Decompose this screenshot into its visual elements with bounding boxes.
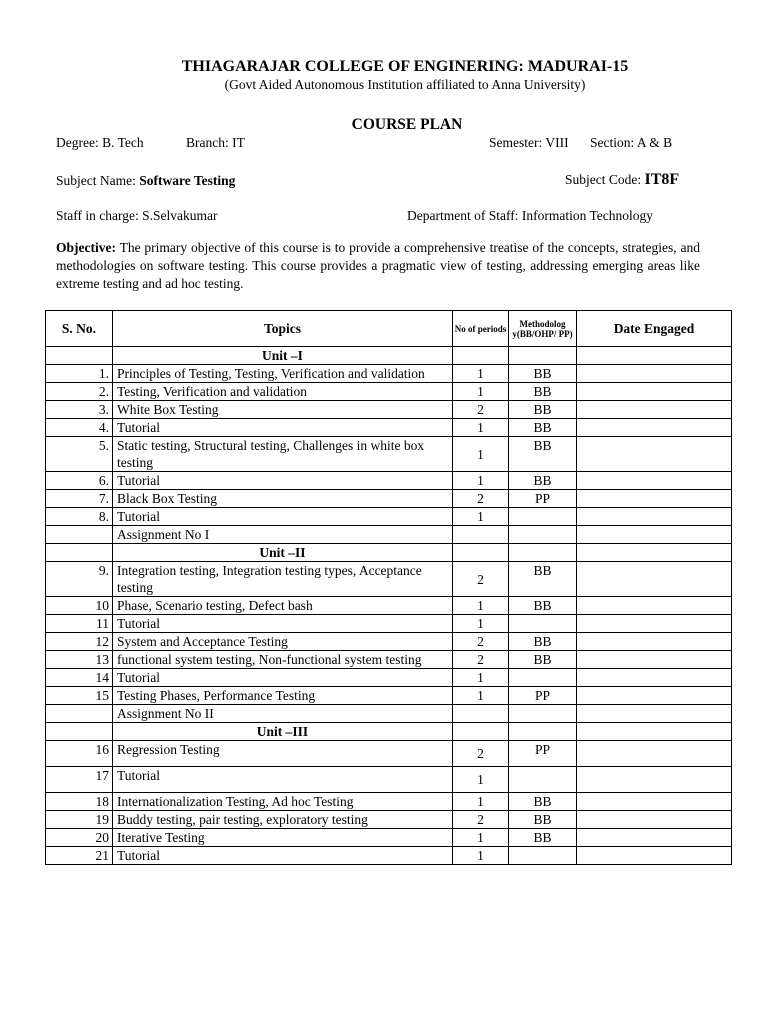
sno-cell: 6.	[46, 472, 113, 490]
unit-row	[46, 723, 732, 741]
table-row	[46, 383, 732, 401]
header-methodology: Methodolog y(BB/OHP/ PP)	[509, 311, 577, 347]
date-engaged-cell	[577, 705, 732, 723]
table-row	[46, 562, 732, 597]
sno-cell: 16	[46, 741, 113, 767]
sno-cell: 4.	[46, 419, 113, 437]
sno-cell: 15	[46, 687, 113, 705]
periods-cell: 2	[453, 490, 509, 508]
methodology-cell	[509, 615, 577, 633]
periods-cell: 1	[453, 829, 509, 847]
header-periods: No of periods	[453, 311, 509, 347]
table-row	[46, 490, 732, 508]
table-row	[46, 705, 732, 723]
table-row	[46, 526, 732, 544]
date-engaged-cell	[577, 811, 732, 829]
periods-cell	[453, 705, 509, 723]
date-engaged-cell	[577, 687, 732, 705]
document-title: COURSE PLAN	[351, 116, 463, 133]
topic-cell: Iterative Testing	[113, 829, 453, 847]
topic-cell: Testing Phases, Performance Testing	[113, 687, 453, 705]
topic-cell: Static testing, Structural testing, Challenges in white box testing	[113, 437, 453, 472]
sno-cell: 13	[46, 651, 113, 669]
methodology-cell: PP	[509, 687, 577, 705]
unit-label: Unit –III	[113, 723, 453, 741]
table-row	[46, 847, 732, 865]
methodology-cell: BB	[509, 811, 577, 829]
sno-cell: 18	[46, 793, 113, 811]
topic-cell: Tutorial	[113, 508, 453, 526]
semester-text: Semester: VIII	[489, 135, 569, 150]
sno-cell: 14	[46, 669, 113, 687]
periods-cell: 1	[453, 793, 509, 811]
date-engaged-cell	[577, 633, 732, 651]
branch-text: Branch: IT	[186, 135, 245, 150]
table-row	[46, 651, 732, 669]
methodology-cell: BB	[509, 829, 577, 847]
sno-cell: 8.	[46, 508, 113, 526]
sno-cell	[46, 705, 113, 723]
topic-cell: Tutorial	[113, 847, 453, 865]
topic-cell: Regression Testing	[113, 741, 453, 767]
subject-name-row	[56, 173, 235, 189]
date-engaged-cell	[577, 562, 732, 597]
objective-label: Objective:	[56, 240, 116, 255]
sno-cell: 7.	[46, 490, 113, 508]
sno-cell: 17	[46, 767, 113, 793]
table-row	[46, 401, 732, 419]
periods-cell: 2	[453, 401, 509, 419]
subject-code-label: Subject Code:	[565, 172, 642, 187]
methodology-cell	[509, 705, 577, 723]
topic-cell: Assignment No I	[113, 526, 453, 544]
periods-cell: 2	[453, 562, 509, 597]
sno-cell: 5.	[46, 437, 113, 472]
unit-label: Unit –II	[113, 544, 453, 562]
sno-cell: 1.	[46, 365, 113, 383]
periods-cell: 1	[453, 419, 509, 437]
table-header-row	[46, 311, 732, 347]
date-engaged-cell	[577, 829, 732, 847]
sno-cell: 19	[46, 811, 113, 829]
unit-date-cell	[577, 347, 732, 365]
table-row	[46, 597, 732, 615]
periods-cell	[453, 526, 509, 544]
unit-sno-cell	[46, 723, 113, 741]
subject-code-row	[565, 171, 679, 189]
sno-cell: 9.	[46, 562, 113, 597]
date-engaged-cell	[577, 526, 732, 544]
degree-text: Degree: B. Tech	[56, 135, 144, 150]
table-body	[46, 347, 732, 865]
table-row	[46, 508, 732, 526]
unit-row	[46, 544, 732, 562]
methodology-cell	[509, 847, 577, 865]
methodology-cell: PP	[509, 741, 577, 767]
methodology-cell	[509, 669, 577, 687]
periods-cell: 1	[453, 383, 509, 401]
table-row	[46, 419, 732, 437]
sno-cell: 20	[46, 829, 113, 847]
table-row	[46, 829, 732, 847]
sno-cell: 10	[46, 597, 113, 615]
methodology-cell: BB	[509, 562, 577, 597]
periods-cell: 1	[453, 847, 509, 865]
table-row	[46, 741, 732, 767]
section-text: Section: A & B	[590, 135, 673, 150]
objective-paragraph	[56, 239, 700, 293]
methodology-cell	[509, 767, 577, 793]
unit-method-cell	[509, 544, 577, 562]
topic-cell: Integration testing, Integration testing types, Acceptance testing	[113, 562, 453, 597]
date-engaged-cell	[577, 793, 732, 811]
periods-cell: 1	[453, 365, 509, 383]
topic-cell: Tutorial	[113, 472, 453, 490]
unit-date-cell	[577, 723, 732, 741]
topic-cell: Internationalization Testing, Ad hoc Testing	[113, 793, 453, 811]
unit-row	[46, 347, 732, 365]
date-engaged-cell	[577, 437, 732, 472]
table-row	[46, 767, 732, 793]
sno-cell	[46, 526, 113, 544]
date-engaged-cell	[577, 597, 732, 615]
unit-periods-cell	[453, 723, 509, 741]
header-topics: Topics	[113, 311, 453, 347]
unit-periods-cell	[453, 544, 509, 562]
header-date-engaged: Date Engaged	[577, 311, 732, 347]
methodology-cell: PP	[509, 490, 577, 508]
subject-code-value: IT8F	[644, 171, 680, 188]
table-row	[46, 633, 732, 651]
staff-text: Staff in charge: S.Selvakumar	[56, 208, 218, 223]
periods-cell: 2	[453, 741, 509, 767]
topic-cell: functional system testing, Non-functional system testing	[113, 651, 453, 669]
periods-cell: 1	[453, 597, 509, 615]
subject-name-value: Software Testing	[139, 173, 236, 188]
topic-cell: Tutorial	[113, 615, 453, 633]
unit-sno-cell	[46, 544, 113, 562]
department-text: Department of Staff: Information Technology	[407, 208, 653, 223]
topic-cell: Tutorial	[113, 669, 453, 687]
sno-cell: 11	[46, 615, 113, 633]
topic-cell: Phase, Scenario testing, Defect bash	[113, 597, 453, 615]
date-engaged-cell	[577, 419, 732, 437]
topic-cell: Tutorial	[113, 767, 453, 793]
methodology-cell: BB	[509, 365, 577, 383]
topic-cell: Tutorial	[113, 419, 453, 437]
date-engaged-cell	[577, 767, 732, 793]
periods-cell: 2	[453, 651, 509, 669]
methodology-cell: BB	[509, 597, 577, 615]
topic-cell: Assignment No II	[113, 705, 453, 723]
periods-cell: 1	[453, 437, 509, 472]
subject-name-label: Subject Name:	[56, 173, 136, 188]
topic-cell: Principles of Testing, Testing, Verification and validation	[113, 365, 453, 383]
methodology-cell: BB	[509, 419, 577, 437]
date-engaged-cell	[577, 508, 732, 526]
unit-sno-cell	[46, 347, 113, 365]
sno-cell: 3.	[46, 401, 113, 419]
periods-cell: 2	[453, 633, 509, 651]
periods-cell: 2	[453, 811, 509, 829]
objective-text: The primary objective of this course is to provide a comprehensive treatise of the concepts, strategies, and methodologies on software testing. This course provides a pragmatic view of testing, addressing emerging areas like extreme testing and ad hoc testing.	[56, 240, 700, 291]
methodology-cell	[509, 526, 577, 544]
methodology-cell: BB	[509, 401, 577, 419]
topic-cell: Black Box Testing	[113, 490, 453, 508]
topic-cell: White Box Testing	[113, 401, 453, 419]
methodology-cell: BB	[509, 651, 577, 669]
methodology-cell: BB	[509, 472, 577, 490]
date-engaged-cell	[577, 490, 732, 508]
methodology-cell: BB	[509, 793, 577, 811]
college-title: THIAGARAJAR COLLEGE OF ENGINERING: MADURAI-15	[181, 58, 629, 75]
sno-cell: 12	[46, 633, 113, 651]
table-row	[46, 615, 732, 633]
methodology-cell: BB	[509, 633, 577, 651]
sno-cell: 21	[46, 847, 113, 865]
sno-cell: 2.	[46, 383, 113, 401]
unit-date-cell	[577, 544, 732, 562]
table-row	[46, 437, 732, 472]
table-row	[46, 669, 732, 687]
unit-method-cell	[509, 347, 577, 365]
date-engaged-cell	[577, 365, 732, 383]
college-affiliation: (Govt Aided Autonomous Institution affiliated to Anna University)	[224, 77, 586, 92]
header-sno: S. No.	[46, 311, 113, 347]
table-row	[46, 365, 732, 383]
table-row	[46, 687, 732, 705]
methodology-cell	[509, 508, 577, 526]
methodology-cell: BB	[509, 437, 577, 472]
table-row	[46, 793, 732, 811]
date-engaged-cell	[577, 383, 732, 401]
course-plan-table	[45, 310, 732, 865]
date-engaged-cell	[577, 651, 732, 669]
periods-cell: 1	[453, 767, 509, 793]
periods-cell: 1	[453, 472, 509, 490]
unit-label: Unit –I	[113, 347, 453, 365]
periods-cell: 1	[453, 615, 509, 633]
methodology-cell: BB	[509, 383, 577, 401]
topic-cell: System and Acceptance Testing	[113, 633, 453, 651]
table-row	[46, 811, 732, 829]
date-engaged-cell	[577, 741, 732, 767]
periods-cell: 1	[453, 508, 509, 526]
table-row	[46, 472, 732, 490]
periods-cell: 1	[453, 669, 509, 687]
date-engaged-cell	[577, 669, 732, 687]
date-engaged-cell	[577, 401, 732, 419]
periods-cell: 1	[453, 687, 509, 705]
unit-periods-cell	[453, 347, 509, 365]
unit-method-cell	[509, 723, 577, 741]
topic-cell: Testing, Verification and validation	[113, 383, 453, 401]
date-engaged-cell	[577, 615, 732, 633]
topic-cell: Buddy testing, pair testing, exploratory testing	[113, 811, 453, 829]
date-engaged-cell	[577, 472, 732, 490]
date-engaged-cell	[577, 847, 732, 865]
